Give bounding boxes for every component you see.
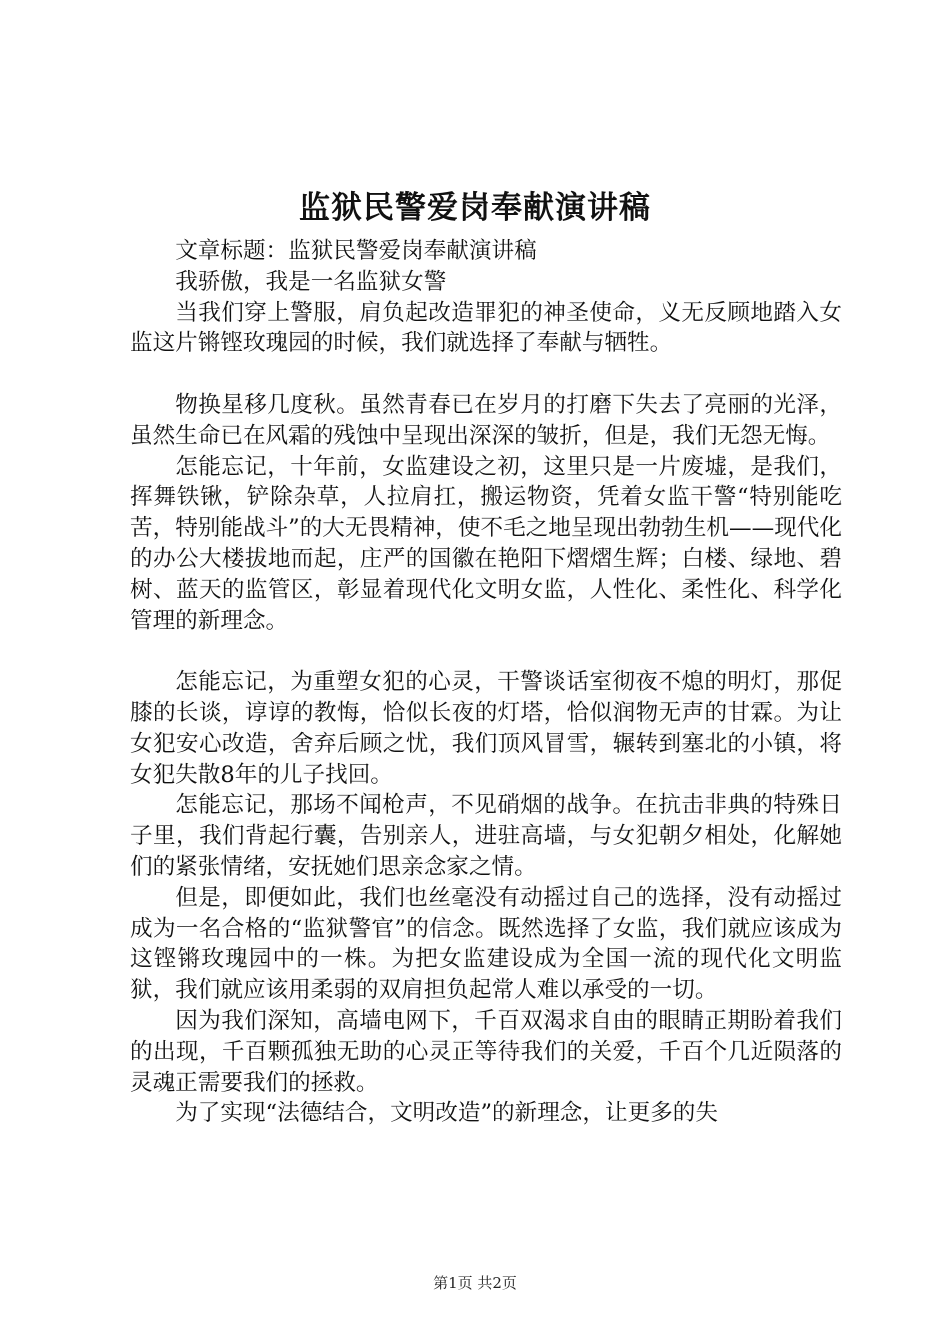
paragraph-continued: 为了实现“法德结合，文明改造”的新理念，让更多的失	[175, 1100, 718, 1127]
document-body	[130, 236, 842, 1129]
paragraph: 物换星移几度秋。虽然青春已在岁月的打磨下失去了亮丽的光泽，虽然生命已在风霜的残蚀中呈现出深深的皱折，但是，我们无怨无悔。	[130, 391, 842, 449]
page-number-footer: 第1页 共2页	[433, 1274, 517, 1292]
paragraph-article-title: 文章标题：监狱民警爱岗奉献演讲稿	[175, 238, 537, 264]
paragraph: 但是，即便如此，我们也丝毫没有动摇过自己的选择，没有动摇过成为一名合格的“监狱警官”的信念。既然选择了女监，我们就应该成为这铿锵玫瑰园中的一株。为把女监建设成为全国一流的现代化文明监狱，我们就应该用柔弱的双肩担负起常人难以承受的一切。	[130, 884, 842, 1004]
paragraph: 怎能忘记，为重塑女犯的心灵，干警谈话室彻夜不熄的明灯，那促膝的长谈，谆谆的教悔，恰似长夜的灯塔，恰似润物无声的甘霖。为让女犯安心改造，舍弃后顾之忧，我们顶风冒雪，辗转到塞北的小镇，将女犯失散8年的儿子找回。	[130, 669, 842, 788]
paragraph: 怎能忘记，十年前，女监建设之初，这里只是一片废墟，是我们，挥舞铁锹，铲除杂草，人拉肩扛，搬运物资，凭着女监干警“特别能吃苦，特别能战斗”的大无畏精神，使不毛之地呈现出勃勃生机——现代化的办公大楼拔地而起，庄严的国徽在艳阳下熠熠生辉；白楼、绿地、碧树、蓝天的监管区，彰显着现代化文明女监，人性化、柔性化、科学化管理的新理念。	[130, 453, 842, 634]
paragraph-spacer	[130, 359, 842, 390]
document-title: 监狱民警爱岗奉献演讲稿	[299, 190, 651, 226]
paragraph: 怎能忘记，那场不闻枪声，不见硝烟的战争。在抗击非典的特殊日子里，我们背起行囊，告别亲人，进驻高墙，与女犯朝夕相处，化解她们的紧张情绪，安抚她们思亲念家之情。	[130, 792, 842, 880]
paragraph: 因为我们深知，高墙电网下，千百双渴求自由的眼睛正期盼着我们的出现，千百颗孤独无助的心灵正等待我们的关爱，千百个几近陨落的灵魂正需要我们的拯救。	[130, 1007, 842, 1096]
paragraph: 当我们穿上警服，肩负起改造罪犯的神圣使命，义无反顾地踏入女监这片锵铿玫瑰园的时候，我们就选择了奉献与牺牲。	[130, 299, 842, 357]
paragraph-opening-line: 我骄傲，我是一名监狱女警	[175, 268, 447, 295]
paragraph-spacer	[130, 636, 842, 667]
